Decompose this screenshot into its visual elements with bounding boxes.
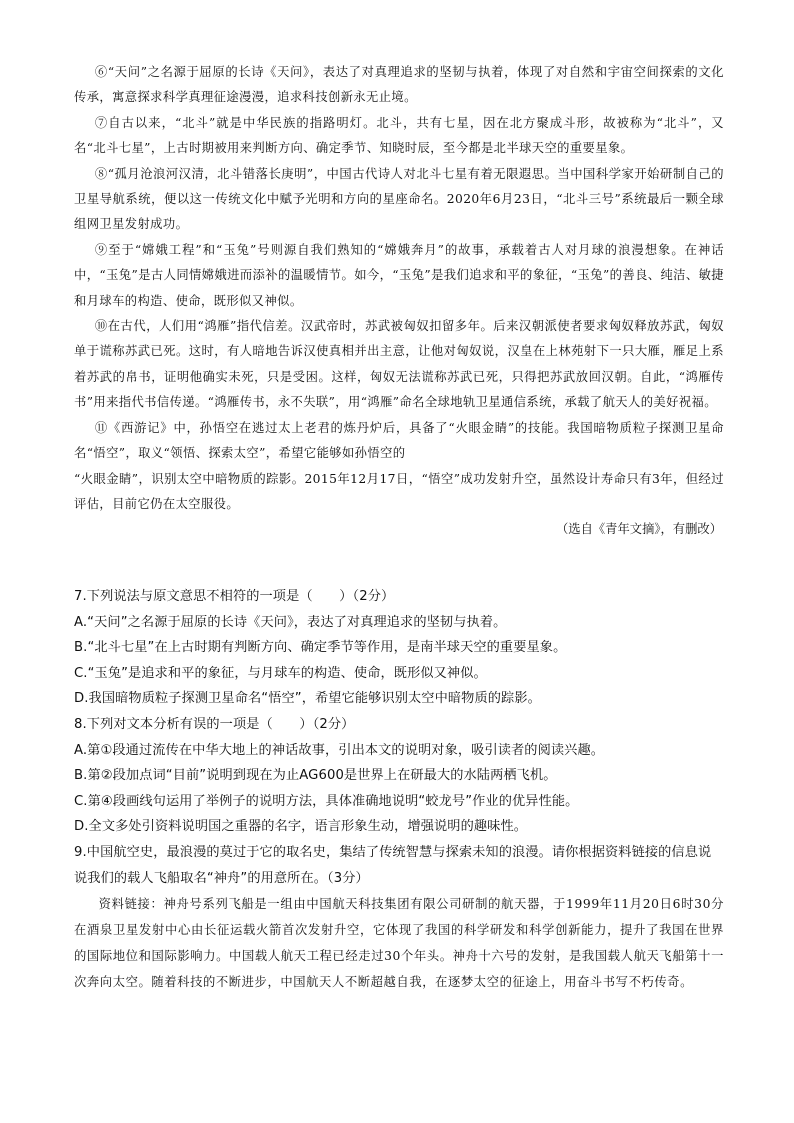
paragraph-10: ⑩在古代，人们用“鸿雁”指代信差。汉武帝时，苏武被匈奴扣留多年。后来汉朝派使者要求匈奴释放苏武，匈奴单于谎称苏武已死。这时，有人暗地告诉汉使真相并出主意，让他对匈奴说，汉皇在上林苑射下一只大雁，雁足上系着苏武的帛书，证明他确实未死，只是受困。这样，匈奴无法谎称苏武已死，只得把苏武放回汉朝。自此，“鸿雁传书”用来指代书信传递。“鸿雁传书，永不失联”，用“鸿雁”命名全球地轨卫星通信系统，承载了航天人的美好祝福。 bbox=[74, 319, 724, 410]
question-8-option-b: B.第②段加点词“目前”说明到现在为止AG600是世界上在研最大的水陆两栖飞机。 bbox=[74, 768, 557, 784]
question-8-stem: 8.下列对文本分析有误的一项是（ ）（2分） bbox=[74, 716, 355, 732]
questions-section bbox=[74, 584, 724, 995]
question-8-option-d: D.全文多处引资料说明国之重器的名字，语言形象生动，增强说明的趣味性。 bbox=[74, 819, 528, 835]
question-8-option-a: A.第①段通过流传在中华大地上的神话故事，引出本文的说明对象，吸引读者的阅读兴趣。 bbox=[74, 742, 605, 758]
paragraph-11-continuation: “火眼金睛”，识别太空中暗物质的踪影。2015年12月17日，“悟空”成功发射升空，虽然设计寿命只有3年，但经过评估，目前它仍在太空服役。 bbox=[74, 471, 724, 511]
question-7-option-a: A.“天问”之名源于屈原的长诗《天问》，表达了对真理追求的坚韧与执着。 bbox=[74, 614, 507, 630]
question-7-option-b: B.“北斗七星”在上古时期有判断方向、确定季节等作用，是南半球天空的重要星象。 bbox=[74, 640, 567, 656]
paragraph-6: ⑥“天问”之名源于屈原的长诗《天问》，表达了对真理追求的坚韧与执着，体现了对自然和宇宙空间探索的文化传承，寓意探求科学真理征途漫漫，追求科技创新永无止境。 bbox=[74, 65, 724, 105]
paragraph-9: ⑨至于“嫦娥工程”和“玉兔”号则源自我们熟知的“嫦娥奔月”的故事，承载着古人对月球的浪漫想象。在神话中，“玉兔”是古人同情嫦娥进而添补的温暖情节。如今，“玉兔”是我们追求和平的象征，“玉兔”的善良、纯洁、敏捷和月球车的构造、使命，既形似又神似。 bbox=[74, 242, 724, 308]
question-7-option-c: C.“玉兔”是追求和平的象征，与月球车的构造、使命，既形似又神似。 bbox=[74, 665, 487, 681]
question-9-material: 资料链接：神舟号系列飞船是一组由中国航天科技集团有限公司研制的航天器，于1999年11月20日6时30分在酒泉卫星发射中心由长征运载火箭首次发射升空，它体现了我国的科学研发和科学创新能力，提升了我国在世界的国际地位和国际影响力。中国载人航天工程已经走过30个年头。神舟十六号的发射，是我国载人航天飞船第十一次奔向太空。随着科技的不断进步，中国航天人不断超越自我，在逐梦太空的征途上，用奋斗书写不朽传奇。 bbox=[74, 897, 724, 990]
reading-passage bbox=[74, 60, 724, 543]
question-8-option-c: C.第④段画线句运用了举例子的说明方法，具体准确地说明“蛟龙号”作业的优异性能。 bbox=[74, 793, 579, 809]
paragraph-11: ⑪《西游记》中，孙悟空在逃过太上老君的炼丹炉后，具备了“火眼金睛”的技能。我国暗物质粒子探测卫星命名“悟空”，取义“领悟、探索太空”，希望它能够如孙悟空的 bbox=[74, 420, 724, 461]
paragraph-7: ⑦自古以来，“北斗”就是中华民族的指路明灯。北斗，共有七星，因在北方聚成斗形，故被称为“北斗”，又名“北斗七星”，上古时期被用来判断方向、确定季节、知晓时辰，至今都是北半球天空的重要星象。 bbox=[74, 115, 724, 156]
paragraph-8: ⑧“孤月沧浪河汉清，北斗错落长庚明”，中国古代诗人对北斗七星有着无限遐思。当中国科学家开始研制自己的卫星导航系统，便以这一传统文化中赋予光明和方向的星座命名。2020年6月23日，“北斗三号”系统最后一颗全球组网卫星发射成功。 bbox=[74, 166, 724, 232]
question-7-option-d: D.我国暗物质粒子探测卫星命名“悟空”，希望它能够识别太空中暗物质的踪影。 bbox=[74, 691, 541, 707]
question-9-stem: 9.中国航空史，最浪漫的莫过于它的取名史，集结了传统智慧与探索未知的浪漫。请你根据资料链接的信息说说我们的载人飞船取名“神舟”的用意所在。（3分） bbox=[74, 844, 712, 886]
passage-source: （选自《青年文摘》，有删改） bbox=[555, 522, 722, 537]
question-7-stem: 7.下列说法与原文意思不相符的一项是（ ）（2分） bbox=[74, 589, 395, 604]
